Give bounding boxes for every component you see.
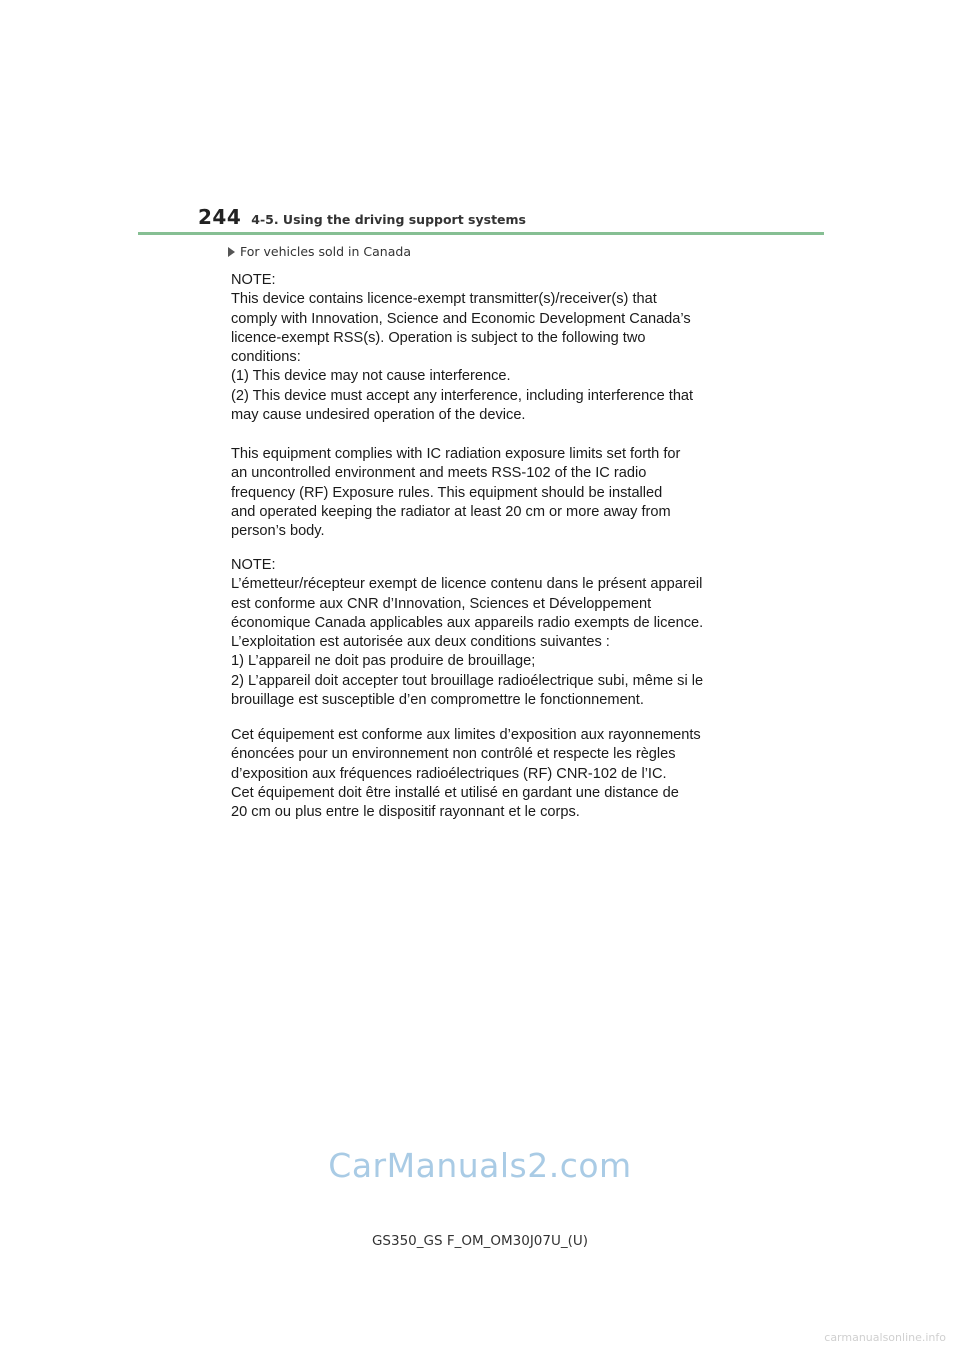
notice-line: NOTE: — [231, 272, 276, 288]
notice-line: licence-exempt RSS(s). Operation is subject to the following two — [231, 329, 646, 346]
page-number: 244 — [198, 205, 242, 229]
notice-line: conditions: — [231, 349, 301, 366]
notice-line: (2) This device must accept any interference, including interference that — [231, 387, 694, 404]
watermark: CarManuals2.com — [328, 1146, 632, 1185]
notice-line: L’exploitation est autorisée aux deux conditions suivantes : — [231, 634, 610, 651]
corner-watermark: carmanualsonline.info — [824, 1331, 946, 1344]
arrow-right-icon — [228, 247, 235, 257]
notice-line: énoncées pour un environnement non contrôlé et respecte les règles — [231, 746, 676, 763]
notice-block-en-note — [231, 271, 751, 425]
footer-doc-id: GS350_GS F_OM_OM30J07U_(U) — [371, 1233, 589, 1249]
notice-line: 2) L’appareil doit accepter tout brouillage radioélectrique subi, même si le — [231, 672, 704, 689]
subheading-text: For vehicles sold in Canada — [240, 244, 411, 259]
notice-line: économique Canada applicables aux appareils radio exempts de licence. — [231, 614, 704, 631]
notice-line: d’exposition aux fréquences radioélectriques (RF) CNR-102 de l’IC. — [231, 765, 667, 782]
notice-line: may cause undesired operation of the device. — [231, 407, 526, 424]
notice-line: NOTE: — [231, 557, 276, 573]
notice-line: 1) L’appareil ne doit pas produire de brouillage; — [231, 653, 536, 670]
notice-line: brouillage est susceptible d’en compromettre le fonctionnement. — [231, 692, 644, 709]
notice-block-en-exposure — [231, 445, 751, 541]
notice-line: Cet équipement est conforme aux limites d’exposition aux rayonnements — [231, 727, 701, 743]
notice-line: (1) This device may not cause interference. — [231, 368, 511, 385]
notice-line: person’s body. — [231, 523, 325, 540]
notice-line: comply with Innovation, Science and Economic Development Canada’s — [231, 310, 691, 327]
subheading — [228, 244, 411, 259]
notice-line: This device contains licence-exempt transmitter(s)/receiver(s) that — [231, 291, 657, 308]
page-header — [198, 205, 526, 229]
header-divider — [138, 232, 824, 235]
notice-line: est conforme aux CNR d’Innovation, Sciences et Développement — [231, 595, 652, 612]
notice-line: 20 cm ou plus entre le dispositif rayonnant et le corps. — [231, 804, 580, 821]
section-title: 4-5. Using the driving support systems — [251, 212, 526, 227]
notice-block-fr-exposure — [231, 726, 751, 822]
notice-line: L’émetteur/récepteur exempt de licence contenu dans le présent appareil — [231, 576, 703, 593]
notice-line: frequency (RF) Exposure rules. This equipment should be installed — [231, 484, 663, 501]
notice-line: This equipment complies with IC radiation exposure limits set forth for — [231, 446, 681, 462]
notice-line: an uncontrolled environment and meets RSS-102 of the IC radio — [231, 465, 647, 482]
notice-line: and operated keeping the radiator at least 20 cm or more away from — [231, 503, 671, 520]
notice-block-fr-note — [231, 556, 751, 710]
notice-line: Cet équipement doit être installé et utilisé en gardant une distance de — [231, 784, 679, 801]
